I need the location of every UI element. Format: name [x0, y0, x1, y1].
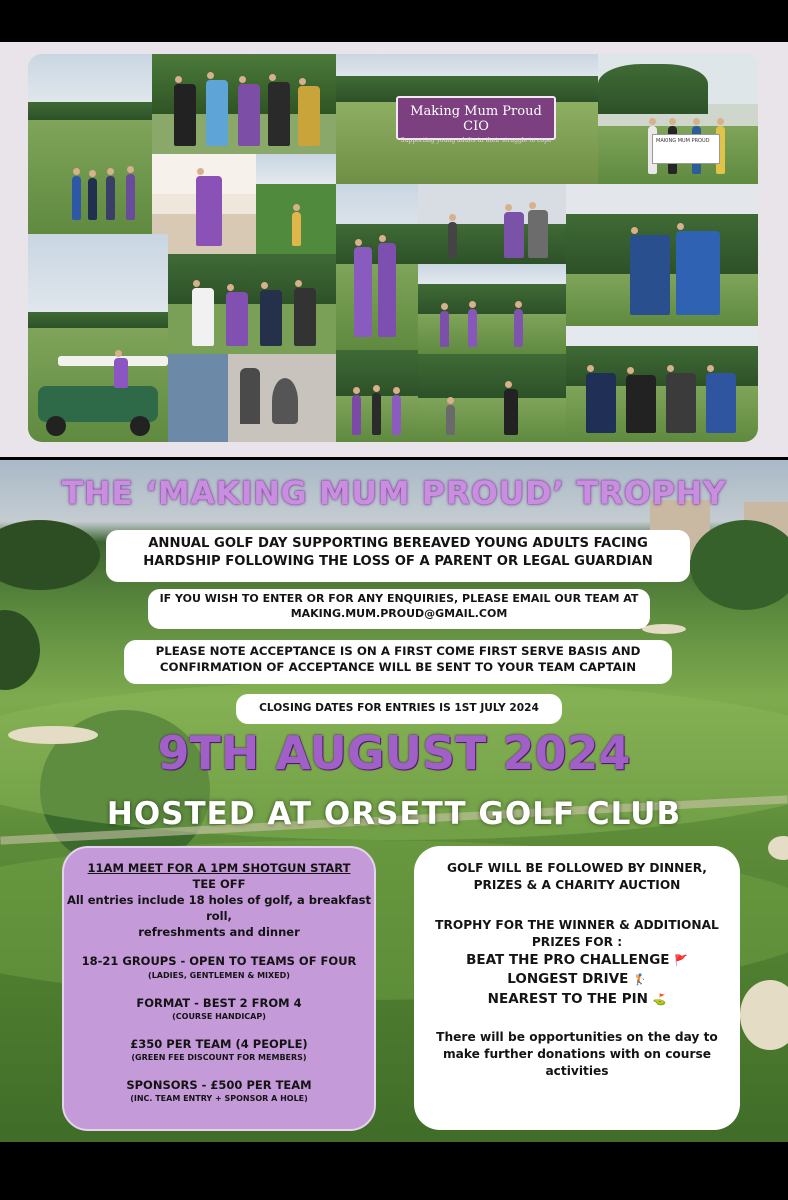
- prize-label: LONGEST DRIVE: [507, 971, 629, 988]
- photo-golfers-course: [418, 264, 566, 354]
- closing-date: CLOSING DATES FOR ENTRIES IS 1ST JULY 2024: [259, 702, 539, 714]
- entries-info: All entries include 18 holes of golf, a breakfast roll,: [66, 893, 372, 924]
- sponsors-note: (INC. TEAM ENTRY + SPONSOR A HOLE): [130, 1093, 308, 1103]
- background-tree: [690, 520, 788, 610]
- subtitle-line: ANNUAL GOLF DAY SUPPORTING BEREAVED YOUNG ADULTS FACING: [148, 536, 648, 551]
- trophy-info: PRIZES FOR :: [531, 934, 623, 949]
- red-flag-icon: 🚩: [674, 954, 688, 968]
- tee-off: TEE OFF: [192, 877, 246, 892]
- format-info: FORMAT - BEST 2 FROM 4: [136, 995, 302, 1010]
- golf-cart: [38, 356, 168, 436]
- sand-bunker: [768, 836, 788, 860]
- enquiry-line: IF YOU WISH TO ENTER OR FOR ANY ENQUIRIES, PLEASE EMAIL OUR TEAM AT: [159, 592, 639, 605]
- subtitle-pill: [106, 530, 690, 582]
- entries-info: refreshments and dinner: [138, 925, 300, 940]
- photo-group-five: [152, 54, 336, 154]
- format-note: (COURSE HANDICAP): [172, 1011, 266, 1021]
- flyer-title: THE ‘MAKING MUM PROUD’ TROPHY: [61, 474, 727, 512]
- groups-info: 18-21 GROUPS - OPEN TO TEAMS OF FOUR: [81, 954, 357, 969]
- sand-bunker: [740, 980, 788, 1050]
- banner-subtext: Supporting young adults in their struggle to cope: [400, 137, 552, 144]
- donations-info: make further donations with on course: [442, 1047, 712, 1062]
- photo-golfer-putting: [256, 154, 336, 254]
- donations-info: There will be opportunities on the day to: [436, 1029, 718, 1044]
- background-tree: [0, 520, 100, 590]
- closing-date-pill: [236, 694, 562, 724]
- sand-bunker: [642, 624, 686, 634]
- acceptance-pill: [124, 640, 672, 684]
- photo-group-four-mixed: [168, 254, 336, 354]
- photo-group-four-men: [566, 326, 758, 442]
- subtitle-line: HARDSHIP FOLLOWING THE LOSS OF A PARENT OR LEGAL GUARDIAN: [143, 553, 653, 569]
- photo-golfers-with-sign: [598, 54, 758, 184]
- photo-charity-banner: [336, 54, 598, 184]
- photo-golfers-embrace: [566, 184, 758, 326]
- dinner-info: PRIZES & A CHARITY AUCTION: [473, 878, 681, 893]
- prize-nearest-pin: [414, 990, 740, 1009]
- donations-info: activities: [545, 1064, 609, 1079]
- start-time: 11AM MEET FOR A 1PM SHOTGUN START: [87, 861, 351, 875]
- photo-golfers-group-four: [28, 54, 152, 234]
- banner-text: Making Mum Proud CIO: [410, 104, 542, 134]
- photo-golfer-swing: [418, 354, 566, 442]
- flag-in-hole-icon: ⛳: [652, 992, 667, 1006]
- prize-label: NEAREST TO THE PIN: [487, 990, 648, 1007]
- price-note: (GREEN FEE DISCOUNT FOR MEMBERS): [131, 1052, 307, 1062]
- photo-collage-section: [0, 42, 788, 457]
- photo-golfers-pair-2: [418, 184, 566, 264]
- event-date: 9TH AUGUST 2024: [157, 726, 631, 780]
- event-venue: HOSTED AT ORSETT GOLF CLUB: [106, 796, 682, 832]
- photo-ladies-golfers: [336, 350, 418, 442]
- charity-banner: [396, 96, 556, 144]
- groups-note: (LADIES, GENTLEMEN & MIXED): [148, 970, 290, 980]
- trophy-info: TROPHY FOR THE WINNER & ADDITIONAL: [435, 917, 719, 932]
- photo-golfers-pair: [336, 184, 418, 350]
- prize-label: BEAT THE PRO CHALLENGE: [466, 952, 670, 969]
- prize-beat-the-pro: [414, 951, 740, 970]
- photo-collage: [28, 54, 758, 442]
- sponsors-price: SPONSORS - £500 PER TEAM: [126, 1077, 312, 1092]
- acceptance-line: CONFIRMATION OF ACCEPTANCE WILL BE SENT TO YOUR TEAM CAPTAIN: [159, 659, 637, 674]
- event-details-box: [62, 846, 376, 1131]
- golfer-icon: 🏌: [633, 973, 647, 987]
- acceptance-line: PLEASE NOTE ACCEPTANCE IS ON A FIRST COME FIRST SERVE BASIS AND: [155, 644, 641, 658]
- dinner-info: GOLF WILL BE FOLLOWED BY DINNER,: [447, 861, 707, 875]
- prizes-box: [414, 846, 740, 1130]
- charity-sign: MAKING MUM PROUD: [652, 134, 720, 164]
- contact-email[interactable]: MAKING.MUM.PROUD@GMAIL.COM: [290, 606, 508, 620]
- team-price: £350 PER TEAM (4 PEOPLE): [130, 1036, 308, 1051]
- enquiry-pill: [148, 589, 650, 629]
- background-tree: [0, 610, 40, 690]
- photo-golf-cart: [28, 234, 168, 442]
- photo-trophies: [168, 354, 336, 442]
- prize-longest-drive: [414, 970, 740, 989]
